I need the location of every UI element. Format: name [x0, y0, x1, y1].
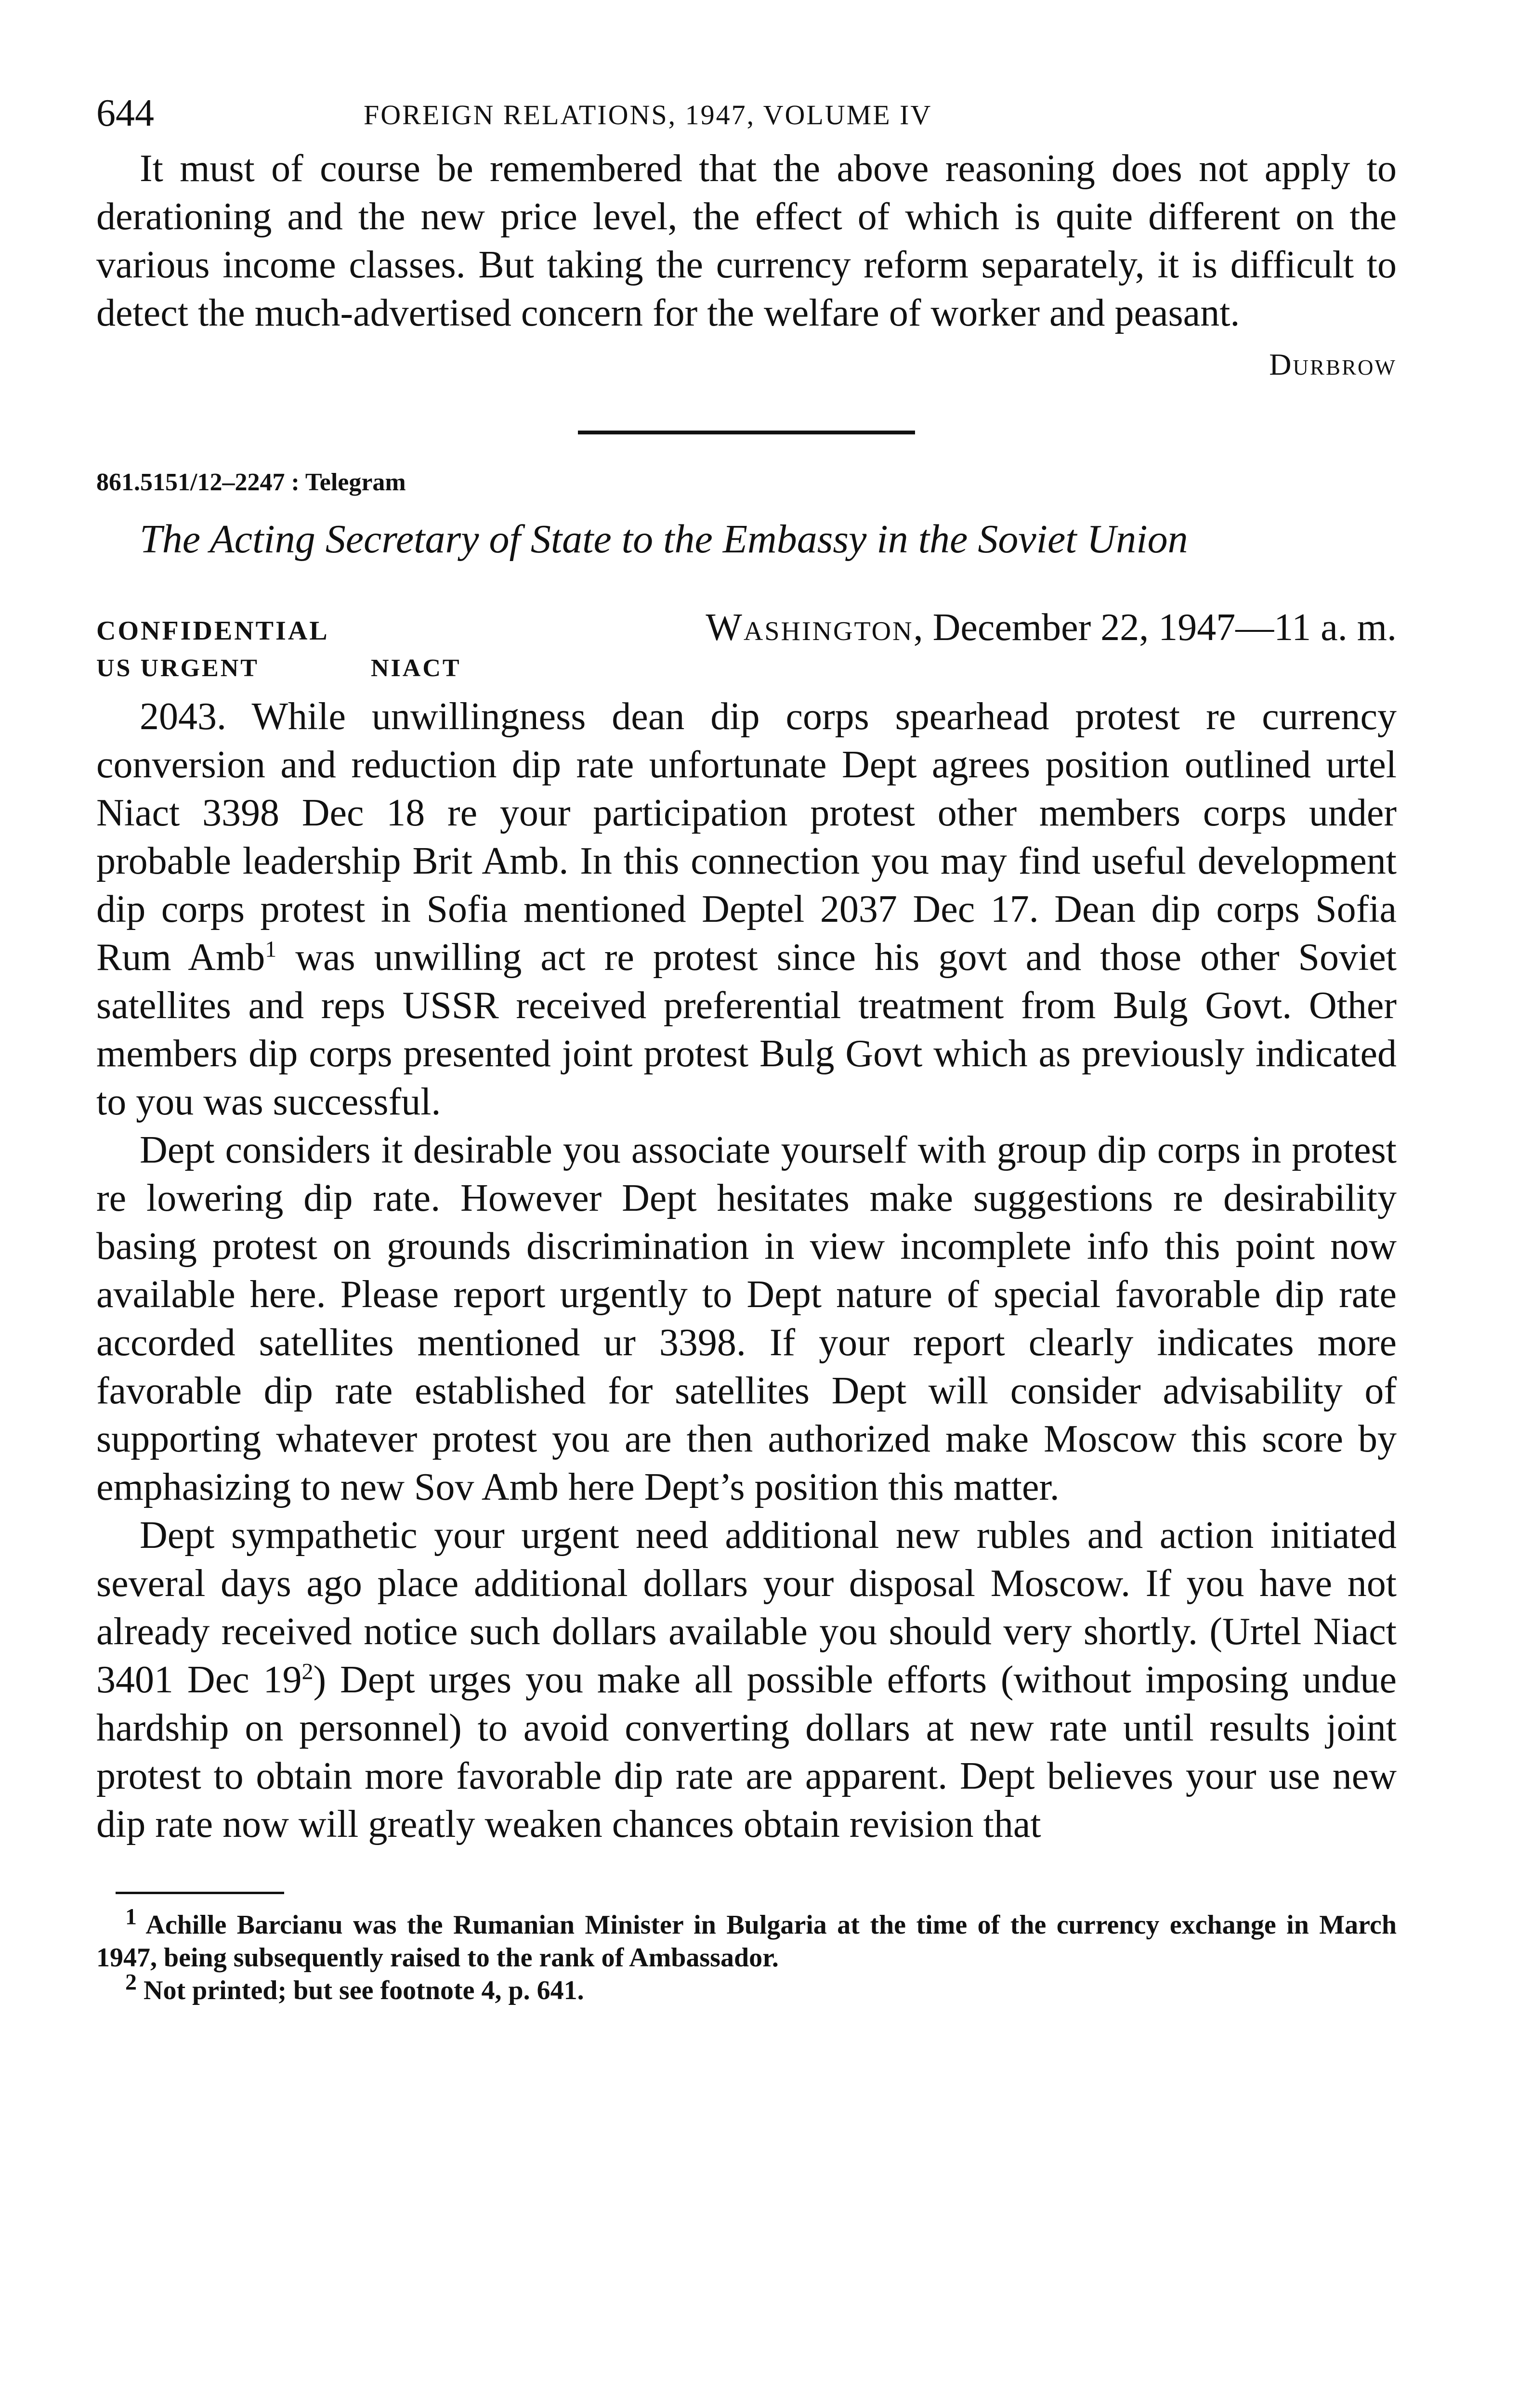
- paragraph-3-text-b: ) Dept urges you make all possible efforts (without imposing undue hardship on personnel) to avoid converting dollars at new rate until results joint protest to obtain more favorable dip rate are apparent. Dept believes your use new dip rate now will greatly weaken chances obtain revision that: [96, 1659, 1397, 1845]
- classification-label: CONFIDENTIAL: [96, 616, 329, 646]
- footnote-1-text: Achille Barcianu was the Rumanian Minister in Bulgaria at the time of the currency exchange in March 1947, being subsequently raised to the rank of Ambassador.: [96, 1910, 1397, 1973]
- dateline-date: , December 22, 1947—11 a. m.: [913, 606, 1397, 649]
- precedence-urgent: US URGENT: [96, 654, 259, 682]
- file-reference: 861.5151/12–2247 : Telegram: [96, 469, 406, 496]
- precedence-row: [96, 654, 1397, 688]
- intro-paragraph: It must of course be remembered that the above reasoning does not apply to derationing and the new price level, the effect of which is quite different on the various income classes. But taking the currency reform separately, it is difficult to detect the much-advertised concern for the welfare of worker and peasant.: [96, 147, 1397, 334]
- document-page: [96, 72, 1397, 2007]
- dateline-place: Washington: [706, 606, 914, 649]
- precedence-niact: NIACT: [371, 654, 461, 682]
- footnote-2-marker: 2: [125, 1969, 137, 1995]
- footnote-ref-1: 1: [265, 936, 277, 962]
- paragraph-3-text-a: Dept sympathetic your urgent need additional new rubles and action initiated several days ago place additional dollars your disposal Moscow. If you have not already received notice such dollars available you should very shortly. (Urtel Niact 3401 Dec 19: [96, 1514, 1397, 1701]
- footnote-rule: [116, 1892, 284, 1894]
- document-title: The Acting Secretary of State to the Embassy in the Soviet Union: [140, 517, 1188, 562]
- signature: Durbrow: [1269, 347, 1397, 381]
- telegram-meta: [96, 606, 1397, 654]
- page-header: [96, 72, 1397, 144]
- page-number: 644: [96, 92, 154, 134]
- footnote-2-text: Not printed; but see footnote 4, p. 641.: [144, 1976, 584, 2005]
- running-head: FOREIGN RELATIONS, 1947, VOLUME IV: [364, 99, 932, 131]
- section-divider: [578, 431, 915, 434]
- footnote-1: [96, 1904, 1397, 1974]
- body-paragraph-3: [96, 1511, 1397, 1848]
- footnote-ref-2: 2: [301, 1659, 314, 1685]
- paragraph-1-text-b: was unwilling act re protest since his govt and those other Soviet satellites and reps USSR received preferential treatment from Bulg Govt. Other members dip corps presented joint protest Bulg Govt which as previously indicated to you was successful.: [96, 936, 1397, 1123]
- footnote-2: [96, 1969, 1397, 2007]
- body-paragraph-1: [96, 693, 1397, 1126]
- paragraph-1-text-a: 2043. While unwillingness dean dip corps spearhead protest re currency conversion and reduction dip rate unfortunate Dept agrees position outlined urtel Niact 3398 Dec 18 re your participation protest other members corps under probable leadership Brit Amb. In this connection you may find useful development dip corps protest in Sofia mentioned Deptel 2037 Dec 17. Dean dip corps Sofia Rum Amb: [96, 695, 1397, 979]
- body-paragraph-2: Dept considers it desirable you associate yourself with group dip corps in protest re lowering dip rate. However Dept hesitates make suggestions re desirability basing protest on grounds discrimination in view incomplete info this point now available here. Please report urgently to Dept nature of special favorable dip rate accorded satellites mentioned ur 3398. If your report clearly indicates more favorable dip rate established for satellites Dept will consider advisability of supporting whatever protest you are then authorized make Moscow this score by emphasizing to new Sov Amb here Dept’s position this matter.: [96, 1129, 1397, 1508]
- footnote-1-marker: 1: [125, 1904, 137, 1930]
- dateline: [706, 606, 1397, 650]
